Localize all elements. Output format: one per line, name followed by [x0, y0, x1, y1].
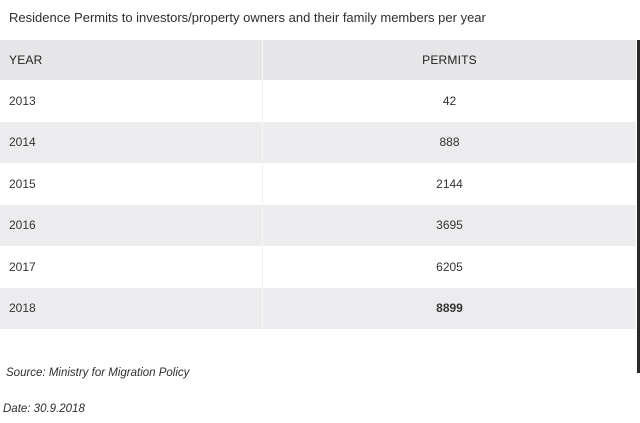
- permits-cell: 42: [262, 80, 636, 122]
- year-cell: 2017: [9, 259, 36, 274]
- permits-cell: 8899: [262, 288, 636, 330]
- table-title: Residence Permits to investors/property owners and their family members per year: [9, 10, 486, 25]
- table-row: [0, 205, 636, 247]
- year-cell: 2015: [9, 176, 36, 191]
- permits-cell: 3695: [262, 205, 636, 247]
- table-row: [0, 246, 636, 288]
- source-note: Source: Ministry for Migration Policy: [6, 367, 190, 379]
- table-row: [0, 80, 636, 122]
- header-permits: PERMITS: [262, 40, 636, 80]
- header-year: YEAR: [9, 53, 43, 67]
- permits-table: [0, 40, 636, 329]
- year-cell: 2016: [9, 218, 36, 233]
- table-row: [0, 288, 636, 330]
- year-cell: 2013: [9, 93, 36, 108]
- permits-cell: 2144: [262, 163, 636, 205]
- table-row: [0, 163, 636, 205]
- year-cell: 2018: [9, 301, 36, 316]
- table-header-row: [0, 40, 636, 80]
- permits-cell: 6205: [262, 246, 636, 288]
- year-cell: 2014: [9, 135, 36, 150]
- date-note: Date: 30.9.2018: [3, 403, 85, 415]
- permits-cell: 888: [262, 122, 636, 164]
- table-row: [0, 122, 636, 164]
